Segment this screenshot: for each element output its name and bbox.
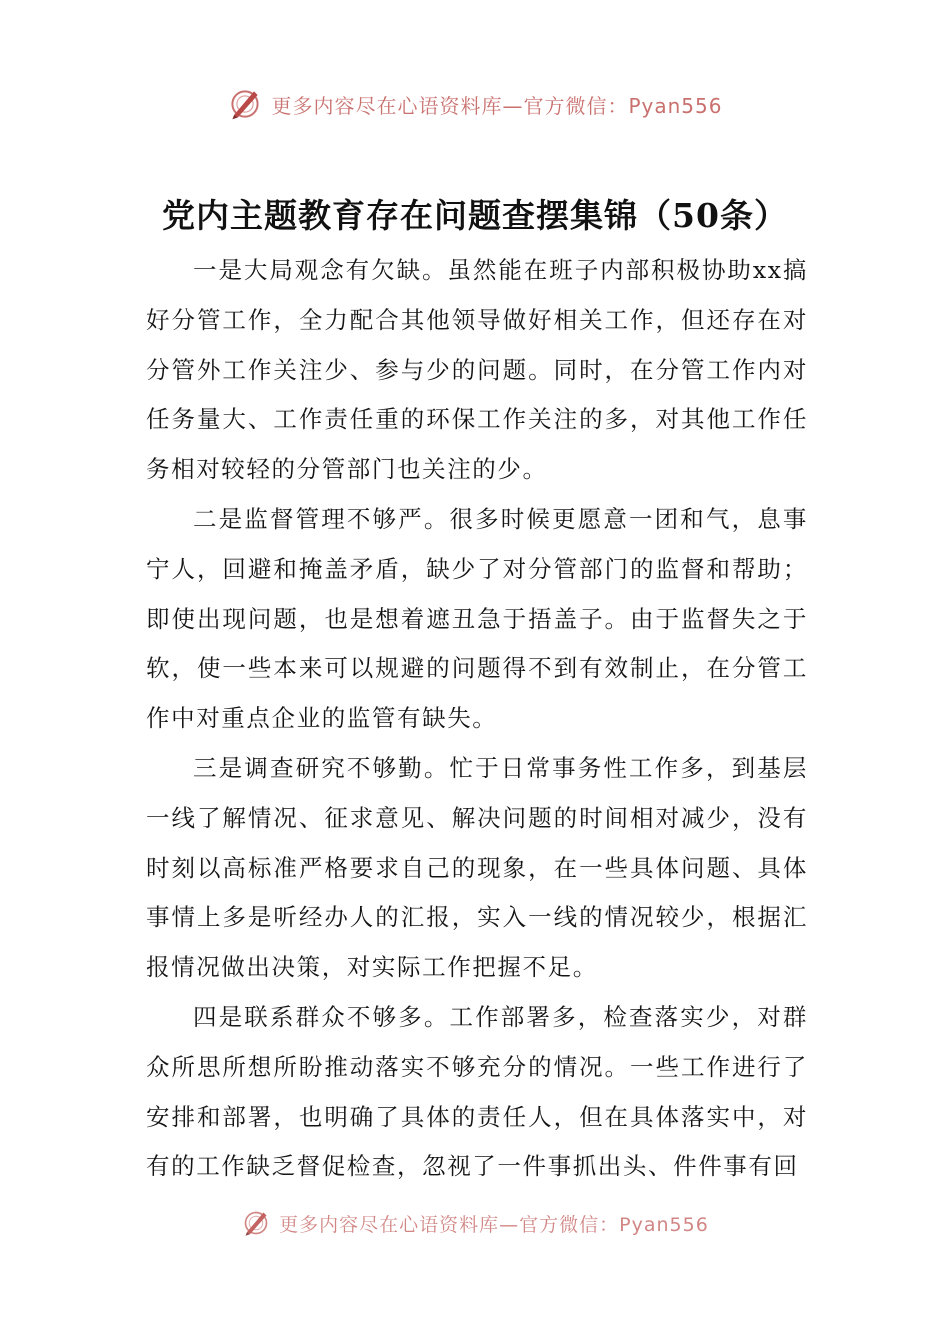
paragraph: 四是联系群众不够多。工作部署多，检查落实少，对群众所思所想所盼推动落实不够充分的情况。一些工作进行了安排和部署，也明确了具体的责任人，但在具体落实中，对有的工作缺乏督促检查，忽视了一件事抓出头、件件事有回 [146,1002,808,1181]
paragraph: 一是大局观念有欠缺。虽然能在班子内部积极协助xx搞好分管工作，全力配合其他领导做好相关工作，但还存在对分管外工作关注少、参与少的问题。同时，在分管工作内对任务量大、工作责任重的环保工作关注的多，对其他工作任务相对较轻的分管部门也关注的少。 [146,256,808,484]
pen-logo-icon [241,1208,271,1238]
document-body [146,246,808,1192]
paragraph: 二是监督管理不够严。很多时候更愿意一团和气，息事宁人，回避和掩盖矛盾，缺少了对分管部门的监督和帮助；即使出现问题，也是想着遮丑急于捂盖子。由于监督失之于软，使一些本来可以规避的问题得不到有效制止，在分管工作中对重点企业的监管有缺失。 [146,504,808,733]
footer-watermark [0,1206,950,1240]
watermark-text: 更多内容尽在心语资料库—官方微信：Pyan556 [279,1213,709,1236]
header-watermark [0,84,950,124]
paragraph: 三是调查研究不够勤。忙于日常事务性工作多，到基层一线了解情况、征求意见、解决问题的时间相对减少，没有时刻以高标准严格要求自己的现象，在一些具体问题、具体事情上多是听经办人的汇报，实入一线的情况较少，根据汇报情况做出决策，对实际工作把握不足。 [146,753,808,982]
pen-logo-icon [227,86,263,122]
document-title: 党内主题教育存在问题查摆集锦（50条） [162,196,788,235]
watermark-text: 更多内容尽在心语资料库—官方微信：Pyan556 [271,93,723,118]
